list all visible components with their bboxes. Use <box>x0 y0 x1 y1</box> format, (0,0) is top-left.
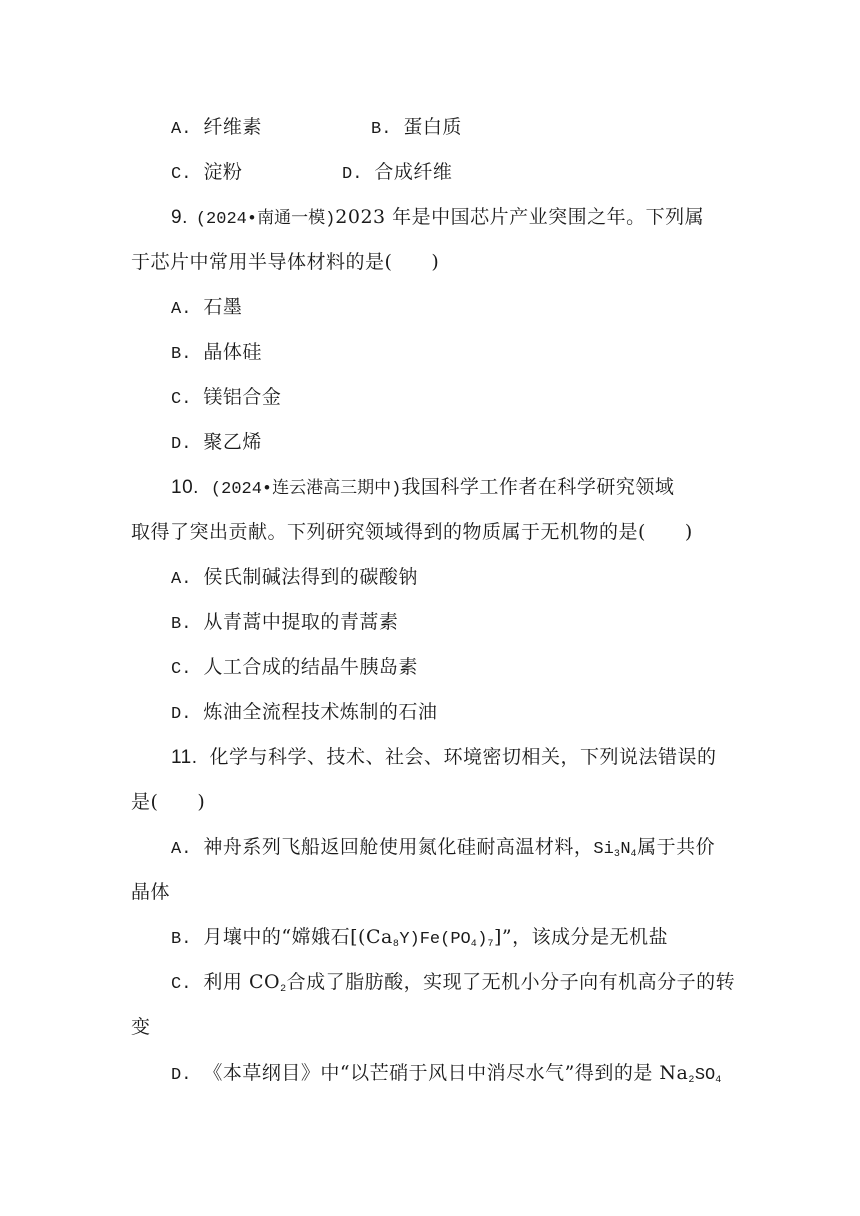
option-letter: C. <box>171 975 192 994</box>
question-number: 10. <box>171 477 199 498</box>
chemical-formula: N <box>620 840 631 859</box>
question-source: (2024•连云港高三期中) <box>210 480 402 499</box>
option-letter: A. <box>171 300 192 319</box>
q9-option-c <box>171 384 281 413</box>
option-text: 镁铝合金 <box>203 386 282 408</box>
q11-stem-line2 <box>131 789 205 815</box>
q11-option-d <box>171 1060 722 1089</box>
option-text: 淀粉 <box>203 161 243 183</box>
option-text: 人工合成的结晶牛胰岛素 <box>203 656 418 678</box>
question-number: 9. <box>171 207 188 228</box>
question-stem: 化学与科学、技术、社会、环境密切相关，下列说法错误的 <box>209 746 717 768</box>
q8-option-d <box>342 159 452 188</box>
option-letter: B. <box>171 930 192 949</box>
q8-option-b <box>371 114 462 143</box>
formula-subscript: 4 <box>630 849 638 860</box>
question-source: (2024•南通一模) <box>195 210 336 229</box>
q9-stem-line1 <box>171 204 704 233</box>
q10-option-b <box>171 609 398 638</box>
question-stem: 是( ) <box>131 791 206 813</box>
q10-option-d <box>171 699 437 728</box>
option-text: ]”，该成分是无机盐 <box>493 926 669 948</box>
option-letter: C. <box>171 660 192 679</box>
option-letter: A. <box>171 120 192 139</box>
q11-option-c-cont <box>131 1014 151 1040</box>
formula-subscript: 8 <box>392 939 400 950</box>
q9-option-a <box>171 294 242 323</box>
option-letter: B. <box>171 615 192 634</box>
option-text: 神舟系列飞船返回舱使用氮化硅耐高温材料， <box>203 836 594 858</box>
question-number: 11. <box>171 747 198 768</box>
q10-stem-line1 <box>171 474 674 503</box>
option-text: 纤维素 <box>203 116 262 138</box>
option-text: 聚乙烯 <box>203 431 262 453</box>
option-text: 利用 CO <box>203 971 281 993</box>
option-text: 月壤中的“嫦娥石[(Ca <box>203 926 393 948</box>
option-text: 从青蒿中提取的青蒿素 <box>203 611 399 633</box>
option-letter: D. <box>171 1066 192 1085</box>
q11-option-c <box>171 969 735 998</box>
option-letter: B. <box>171 345 192 364</box>
q9-option-b <box>171 339 262 368</box>
option-letter: D. <box>342 165 363 184</box>
formula-subscript: 2 <box>280 984 287 995</box>
q9-option-d <box>171 429 262 458</box>
option-text: 侯氏制碱法得到的碳酸钠 <box>203 566 418 588</box>
option-text: 变 <box>131 1016 151 1038</box>
option-letter: A. <box>171 840 192 859</box>
q10-option-c <box>171 654 418 683</box>
q11-option-b <box>171 924 668 953</box>
option-letter: A. <box>171 570 192 589</box>
option-letter: D. <box>171 435 192 454</box>
question-stem: 取得了突出贡献。下列研究领域得到的物质属于无机物的是( ) <box>131 521 693 543</box>
question-stem: 2023 年是中国芯片产业突围之年。下列属 <box>335 206 705 228</box>
formula-subscript: 2 <box>688 1075 695 1086</box>
q9-stem-line2 <box>131 249 439 275</box>
chemical-formula: Si <box>593 840 614 859</box>
option-text: 属于共价 <box>637 836 716 858</box>
option-letter: B. <box>371 120 392 139</box>
formula-subscript: 4 <box>715 1075 722 1086</box>
q11-option-a <box>171 834 715 863</box>
q11-option-a-cont <box>131 879 170 905</box>
question-stem: 于芯片中常用半导体材料的是( ) <box>131 251 440 273</box>
option-letter: C. <box>171 165 192 184</box>
option-text: 炼油全流程技术炼制的石油 <box>203 701 438 723</box>
q11-stem-line1 <box>171 744 717 771</box>
option-letter: D. <box>171 705 192 724</box>
option-text: 晶体硅 <box>203 341 262 363</box>
chemical-formula: Y)Fe(PO <box>399 930 471 949</box>
q10-stem-line2 <box>131 519 693 545</box>
formula-subscript: 4 <box>470 939 478 950</box>
option-text: 石墨 <box>203 296 243 318</box>
question-stem: 我国科学工作者在科学研究领域 <box>401 476 675 498</box>
q8-option-a <box>171 114 262 143</box>
formula-subscript: 3 <box>613 849 621 860</box>
option-text: 《本草纲目》中“以芒硝于风日中消尽水气”得到的是 Na <box>203 1062 689 1084</box>
option-text: 晶体 <box>131 881 171 903</box>
option-text: 蛋白质 <box>403 116 462 138</box>
q10-option-a <box>171 564 418 593</box>
chemical-formula: ) <box>477 930 488 949</box>
option-text: 合成了脂肪酸，实现了无机小分子向有机高分子的转 <box>286 971 736 993</box>
q8-option-c <box>171 159 242 188</box>
option-letter: C. <box>171 390 192 409</box>
formula-subscript: 7 <box>487 939 494 950</box>
chemical-formula: SO <box>694 1066 716 1085</box>
option-text: 合成纤维 <box>374 161 453 183</box>
